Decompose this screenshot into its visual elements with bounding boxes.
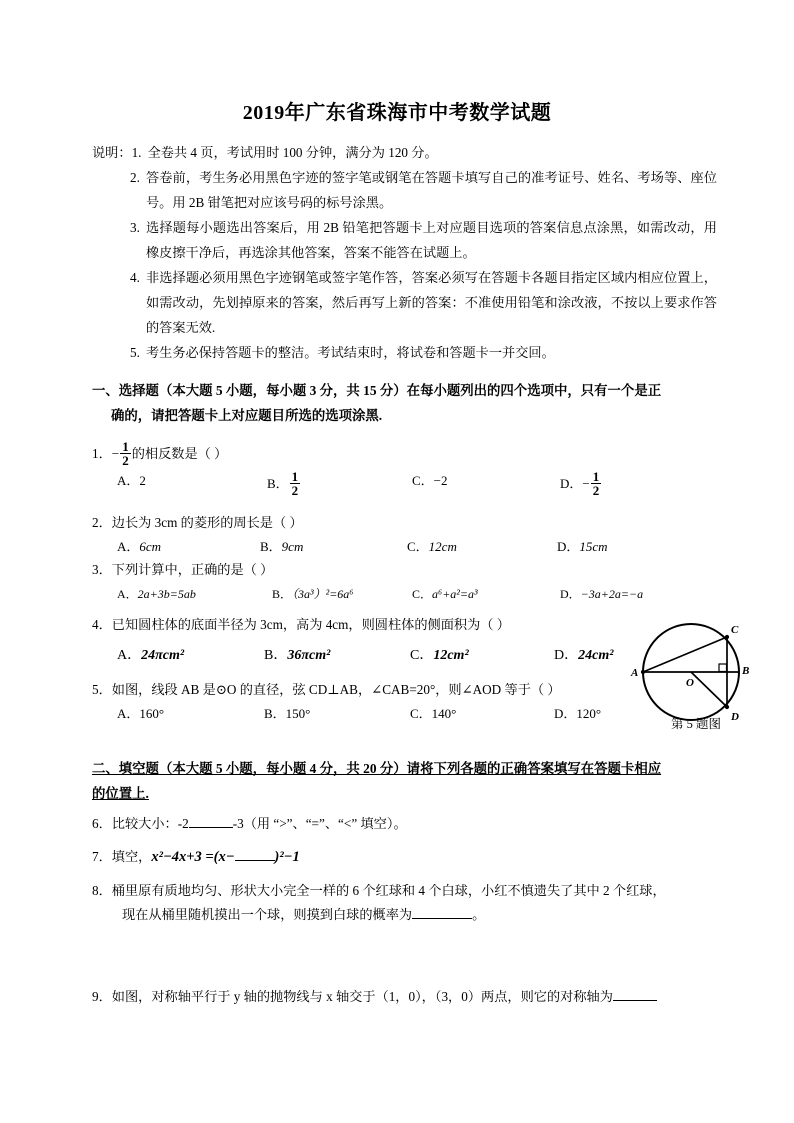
q3-option-b-value: （3a³）²=6a⁶ (292, 587, 354, 601)
q5-option-a-label: A． (117, 706, 140, 721)
q1-option-c-value: −2 (433, 473, 448, 488)
q2-option-d (557, 536, 608, 558)
question-2-stem (92, 515, 303, 530)
q4-option-b (264, 645, 330, 667)
point-d-dot (725, 705, 729, 709)
q2-option-c-label: C． (407, 539, 429, 554)
question-8-answer-blank[interactable] (412, 918, 472, 919)
q4-option-a-value: 24πcm² (141, 648, 185, 663)
question-6-text-post: -3（用 “>”、“=”、“<” 填空）。 (232, 816, 407, 831)
instruction-item (92, 140, 717, 165)
q4-option-a (117, 645, 184, 667)
q1-option-c (412, 470, 448, 492)
question-8-number: 8． (92, 883, 112, 898)
question-2-number: 2． (92, 515, 112, 530)
q4-option-b-value: 36πcm² (287, 648, 331, 663)
page-title: 2019年广东省珠海市中考数学试题 (242, 102, 552, 124)
q5-option-a (117, 703, 164, 725)
instruction-number: 2. (130, 170, 140, 185)
instruction-text: 全卷共 4 页，考试用时 100 分钟，满分为 120 分。 (147, 145, 438, 160)
question-7-stem (92, 849, 300, 864)
instruction-item (130, 340, 717, 365)
segment-ac (643, 637, 727, 672)
question-5-number: 5． (92, 682, 112, 697)
label-a: A (631, 667, 639, 679)
point-a-dot (641, 670, 645, 674)
q3-option-d-value: −3a+2a=−a (580, 587, 644, 601)
instruction-text: 考生务必保持答题卡的整洁。考试结束时，将试卷和答题卡一并交回。 (146, 345, 555, 360)
question-9-number: 9． (92, 989, 112, 1004)
q1-option-a (117, 470, 146, 492)
question-6-text-pre: 比较大小：-2 (111, 816, 189, 831)
question-1-stem (92, 439, 228, 469)
q2-option-b-value: 9cm (281, 539, 304, 554)
question-3-number: 3． (92, 562, 112, 577)
question-6 (92, 812, 732, 836)
question-9-text: 如图，对称轴平行于 y 轴的抛物线与 x 轴交于（1，0），（3，0）两点，则它的对称轴为 (111, 989, 613, 1004)
q4-option-d-value: 24cm² (578, 648, 614, 663)
q1-option-c-label: C． (412, 473, 434, 488)
instruction-text: 答卷前，考生务必用黑色字迹的签字笔或钢笔在答题卡填写自己的准考证号、姓名、考场等、座位号。用 2B 钳笔把对应该号码的标号涂黑。 (146, 170, 717, 210)
question-3 (92, 558, 732, 582)
q1-option-d-numerator: 1 (592, 469, 600, 484)
question-5-figure-caption: 第 5 题图 (670, 717, 721, 731)
q4-option-d-label: D． (554, 648, 579, 663)
question-5-stem (92, 682, 561, 697)
question-8-line-1 (92, 879, 722, 903)
question-6-answer-blank[interactable] (189, 827, 233, 828)
section-1-heading (92, 378, 717, 428)
q1-frac-denominator: 2 (122, 453, 129, 469)
question-3-stem (92, 562, 273, 577)
q3-option-a-label: A． (117, 587, 138, 601)
instruction-text: 非选择题必须用黑色字迹钢笔或签字笔作答，答案必须写在答题卡各题目指定区域内相应位置上，如需改动，先划掉原来的答案，然后再写上新的答案：不准使用铅笔和涂改液，不按以上要求作答的答案无效. (146, 270, 717, 335)
q1-option-d-prefix: − (582, 476, 590, 492)
q1-option-a-value: 2 (139, 473, 146, 488)
question-5-text: 如图，线段 AB 是⊙O 的直径，弦 CD⊥AB，∠CAB=20°，则∠AOD 等于（ ） (111, 682, 561, 697)
point-c-dot (725, 635, 729, 639)
instruction-number: 5. (130, 345, 140, 360)
q3-option-c-value: a⁶+a²=a³ (432, 587, 478, 601)
q1-fraction (120, 440, 131, 468)
instruction-text: 选择题每小题选出答案后，用 2B 铅笔把答题卡上对应题目选项的答案信息点涂黑，如需改动，用橡皮擦干净后，再选涂其他答案，答案不能答在试题上。 (146, 220, 717, 260)
q3-option-c-label: C． (412, 587, 433, 601)
question-9-answer-blank[interactable] (613, 1000, 657, 1001)
section-2-heading-line2: 的位置上. (92, 786, 149, 801)
q5-option-b-label: B． (264, 706, 286, 721)
question-4-number: 4． (92, 617, 112, 632)
q3-option-d-label: D． (560, 587, 581, 601)
q1-option-b-label: B． (267, 476, 289, 492)
q5-option-b-value: 150° (285, 706, 311, 721)
q3-option-b-label: B． (272, 587, 293, 601)
question-8-text-line1: 桶里原有质地均匀、形状大小完全一样的 6 个红球和 4 个白球，小红不慎遗失了其中 2 个红球， (111, 883, 666, 898)
question-2 (92, 511, 732, 535)
q2-option-b-label: B． (260, 539, 282, 554)
q2-option-a-label: A． (117, 539, 140, 554)
q3-option-a (117, 583, 196, 605)
q4-option-b-label: B． (264, 648, 288, 663)
q4-option-a-label: A． (117, 648, 142, 663)
q3-option-a-value: 2a+3b=5ab (137, 587, 196, 601)
q4-option-c-value: 12cm² (433, 648, 469, 663)
q4-option-d (554, 645, 613, 667)
section-1-heading-line1: 一、选择题（本大题 5 小题，每小题 3 分，共 15 分）在每小题列出的四个选项中，只有一个是正 (92, 383, 662, 398)
q5-option-c-value: 140° (431, 706, 457, 721)
question-7-number: 7． (92, 849, 112, 864)
q1-option-b-numerator: 1 (291, 469, 299, 484)
instruction-item (130, 165, 717, 215)
instruction-number: 3. (130, 220, 140, 235)
question-8-line-2 (92, 903, 722, 927)
label-o: O (686, 677, 694, 689)
question-7-answer-blank[interactable] (235, 860, 275, 861)
q2-option-d-label: D． (557, 539, 580, 554)
q5-option-c (410, 703, 456, 725)
question-2-text: 边长为 3cm 的菱形的周长是（ ） (111, 515, 303, 530)
question-7-expr-post: )²−1 (274, 849, 300, 865)
question-3-text: 下列计算中，正确的是（ ） (111, 562, 274, 577)
q1-option-a-label: A． (117, 473, 140, 488)
question-7 (92, 845, 732, 869)
question-9-stem (92, 989, 657, 1004)
section-2-heading (92, 756, 717, 806)
q5-option-a-value: 160° (139, 706, 165, 721)
instructions-block (92, 140, 717, 365)
q5-option-d-label: D． (554, 706, 577, 721)
section-1-heading-line2: 确的，请把答题卡上对应题目所选的选项涂黑. (111, 408, 383, 423)
q2-option-a (117, 536, 161, 558)
q2-option-c-value: 12cm (428, 539, 457, 554)
q2-option-b (260, 536, 303, 558)
q1-minus: − (111, 446, 120, 462)
label-c: C (731, 624, 739, 636)
q1-option-d (560, 470, 602, 498)
q5-option-d (554, 703, 601, 725)
question-7-expr-pre: x²−4x+3 =(x− (151, 849, 235, 865)
question-8-text-line2-pre: 现在从桶里随机摸出一个球，则摸到白球的概率为 (122, 907, 413, 922)
label-b: B (742, 665, 750, 677)
q3-option-d (560, 583, 643, 605)
q3-option-c (412, 583, 478, 605)
question-4-stem (92, 617, 510, 632)
instruction-number: 1. (131, 145, 142, 160)
question-6-number: 6． (92, 816, 112, 831)
right-angle-mark (719, 664, 727, 672)
instruction-item (130, 265, 717, 340)
question-8 (92, 879, 722, 927)
q1-option-b (267, 470, 301, 498)
q1-option-d-fraction (591, 470, 602, 498)
q2-option-c (407, 536, 457, 558)
question-8-text-line2-post: 。 (472, 907, 486, 922)
question-6-stem (92, 816, 407, 831)
q5-option-c-label: C． (410, 706, 432, 721)
q1-option-d-denominator: 2 (592, 483, 600, 499)
q1-option-b-fraction (290, 470, 301, 498)
instruction-item (130, 215, 717, 265)
question-1 (92, 440, 732, 468)
q1-frac-numerator: 1 (122, 439, 129, 454)
label-d: D (731, 711, 739, 723)
question-1-number: 1． (92, 446, 112, 462)
q1-option-b-denominator: 2 (291, 483, 299, 499)
q2-option-a-value: 6cm (139, 539, 162, 554)
q4-option-c (410, 645, 469, 667)
section-2-heading-line1: 二、填空题（本大题 5 小题，每小题 4 分，共 20 分）请将下列各题的正确答案填写在答题卡相应 (92, 761, 662, 776)
instruction-number: 4. (130, 270, 140, 285)
q4-option-c-label: C． (410, 648, 434, 663)
q1-option-d-label: D． (560, 476, 583, 492)
q1-stem-tail: 的相反数是（ ） (131, 446, 228, 462)
question-4-text: 已知圆柱体的底面半径为 3cm，高为 4cm，则圆柱体的侧面积为（ ） (111, 617, 510, 632)
q2-option-d-value: 15cm (579, 539, 608, 554)
q3-option-b (272, 583, 353, 605)
question-7-text-pre: 填空， (111, 849, 152, 864)
segment-od (691, 672, 727, 707)
q5-option-d-value: 120° (576, 706, 602, 721)
q5-option-b (264, 703, 310, 725)
question-9 (92, 985, 737, 1009)
instructions-label: 说明： (92, 145, 132, 160)
